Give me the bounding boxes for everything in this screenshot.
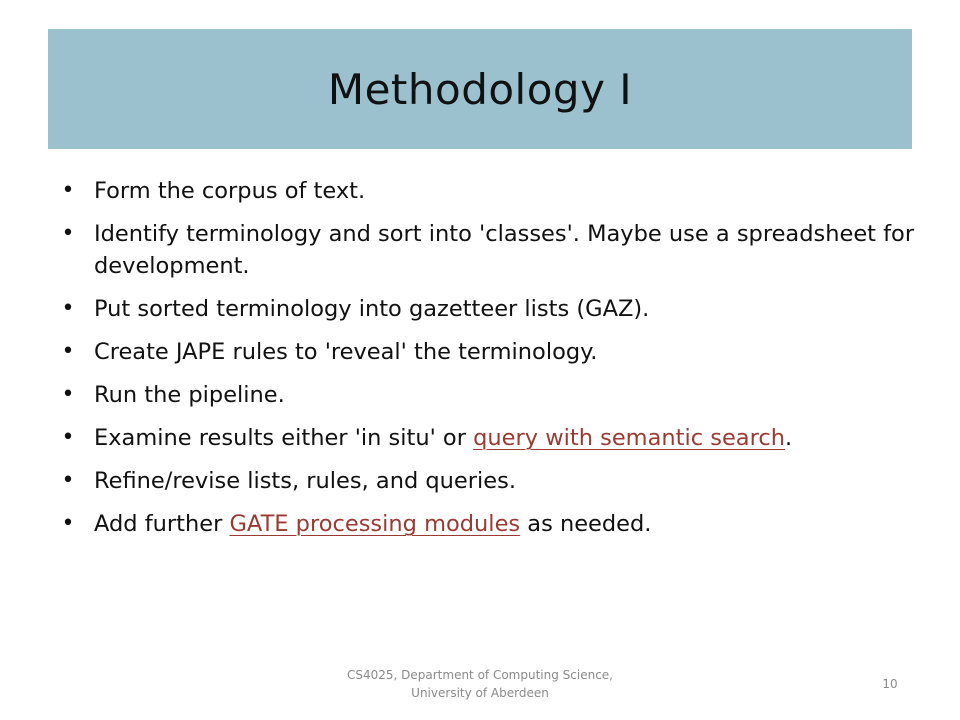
semantic-search-link[interactable]: query with semantic search [473, 425, 785, 451]
bullet-text-after-link: . [784, 425, 793, 451]
footer-text [300, 666, 660, 702]
bullet-item [58, 293, 918, 325]
bullet-item [58, 218, 918, 282]
bullet-icon: • [61, 339, 75, 364]
footer-line-1: CS4025, Department of Computing Science, [346, 668, 613, 682]
gate-modules-link[interactable]: GATE processing modules [229, 511, 521, 537]
bullet-text: Refine/revise lists, rules, and queries. [94, 468, 516, 494]
bullet-list [58, 175, 918, 551]
bullet-icon: • [61, 296, 75, 321]
bullet-text: Identify terminology and sort into 'classes'. Maybe use a spreadsheet for development. [94, 221, 915, 279]
page-number: 10 [882, 677, 898, 691]
bullet-item [58, 422, 918, 454]
bullet-icon: • [61, 511, 75, 536]
bullet-text: Run the pipeline. [94, 382, 285, 408]
slide-title: Methodology I [327, 64, 633, 114]
bullet-item [58, 465, 918, 497]
bullet-text-after-link: as needed. [520, 511, 652, 537]
bullet-icon: • [61, 468, 75, 493]
bullet-text: Form the corpus of text. [94, 178, 366, 204]
bullet-item [58, 508, 918, 540]
bullet-text: Put sorted terminology into gazetteer lists (GAZ). [94, 296, 650, 322]
title-bar [48, 29, 912, 149]
bullet-icon: • [61, 425, 75, 450]
bullet-text-before-link: Add further [94, 511, 230, 537]
bullet-item [58, 379, 918, 411]
bullet-icon: • [61, 178, 75, 203]
bullet-item [58, 175, 918, 207]
bullet-icon: • [61, 382, 75, 407]
footer-line-2: University of Aberdeen [411, 686, 549, 700]
bullet-item [58, 336, 918, 368]
bullet-text: Create JAPE rules to 'reveal' the terminology. [94, 339, 598, 365]
bullet-icon: • [61, 221, 75, 246]
bullet-text-before-link: Examine results either 'in situ' or [94, 425, 474, 451]
